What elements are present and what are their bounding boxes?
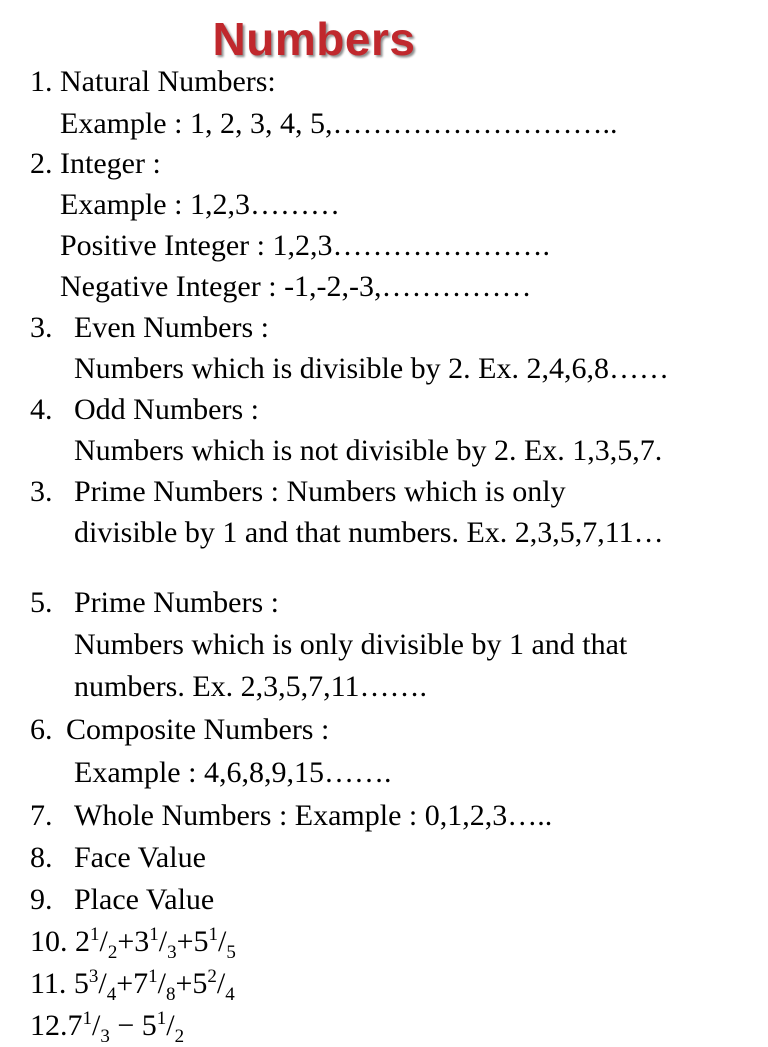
mixed-fraction-expression: $5^3/_4+7^1/_8+5^2/_4$ — [73, 966, 235, 1005]
composite-example: Example : 4,6,8,9,15……. — [74, 756, 392, 789]
item-label: Composite Numbers : — [66, 713, 330, 746]
mixed-fraction-expression: $7^1/_3 - 5^1/_2$ — [67, 1008, 185, 1047]
item-label: Whole Numbers : Example : 0,1,2,3….. — [74, 799, 553, 832]
item-label: Integer : — [60, 147, 161, 180]
item-number: 3. — [30, 475, 53, 508]
item-number: 6. — [30, 713, 53, 746]
item-question-11 — [30, 966, 235, 1005]
page-title: Numbers — [212, 13, 416, 65]
item-number: 3. — [30, 311, 53, 344]
item-number: 11. — [30, 967, 67, 1000]
item-number: 8. — [30, 841, 53, 874]
item-number: 2. — [30, 147, 53, 180]
item-label: Prime Numbers : Numbers which is only — [74, 475, 566, 508]
positive-integer: Positive Integer : 1,2,3…………………. — [60, 229, 550, 262]
prime-second-description-line1: Numbers which is only divisible by 1 and that — [74, 628, 628, 661]
item-number: 9. — [30, 883, 53, 916]
item-number: 12. — [30, 1009, 68, 1042]
even-description: Numbers which is divisible by 2. Ex. 2,4,6,8…… — [74, 352, 669, 385]
item-label: Place Value — [74, 883, 215, 916]
item-number: 5. — [30, 586, 53, 619]
item-number: 1. — [30, 65, 53, 98]
mixed-fraction-expression: $2^1/_2+3^1/_3+5^1/_5$ — [75, 924, 236, 963]
integer-example: Example : 1,2,3……… — [60, 188, 340, 221]
item-label: Prime Numbers : — [74, 586, 279, 619]
item-label: Even Numbers : — [74, 311, 269, 344]
natural-example: Example : 1, 2, 3, 4, 5,……………………….. — [60, 107, 618, 140]
item-label: Face Value — [74, 841, 206, 874]
negative-integer: Negative Integer : -1,-2,-3,…………… — [60, 270, 532, 303]
prime-first-description: divisible by 1 and that numbers. Ex. 2,3,5,7,11… — [74, 516, 664, 549]
item-label: Odd Numbers : — [74, 393, 259, 426]
item-label: Natural Numbers: — [60, 65, 276, 98]
odd-description: Numbers which is not divisible by 2. Ex. 1,3,5,7. — [74, 434, 663, 467]
item-number: 4. — [30, 393, 53, 426]
item-number: 10. — [30, 925, 68, 958]
item-question-12 — [30, 1008, 185, 1047]
item-number: 7. — [30, 799, 53, 832]
prime-second-description-line2: numbers. Ex. 2,3,5,7,11……. — [74, 670, 428, 703]
item-question-10 — [30, 924, 236, 963]
